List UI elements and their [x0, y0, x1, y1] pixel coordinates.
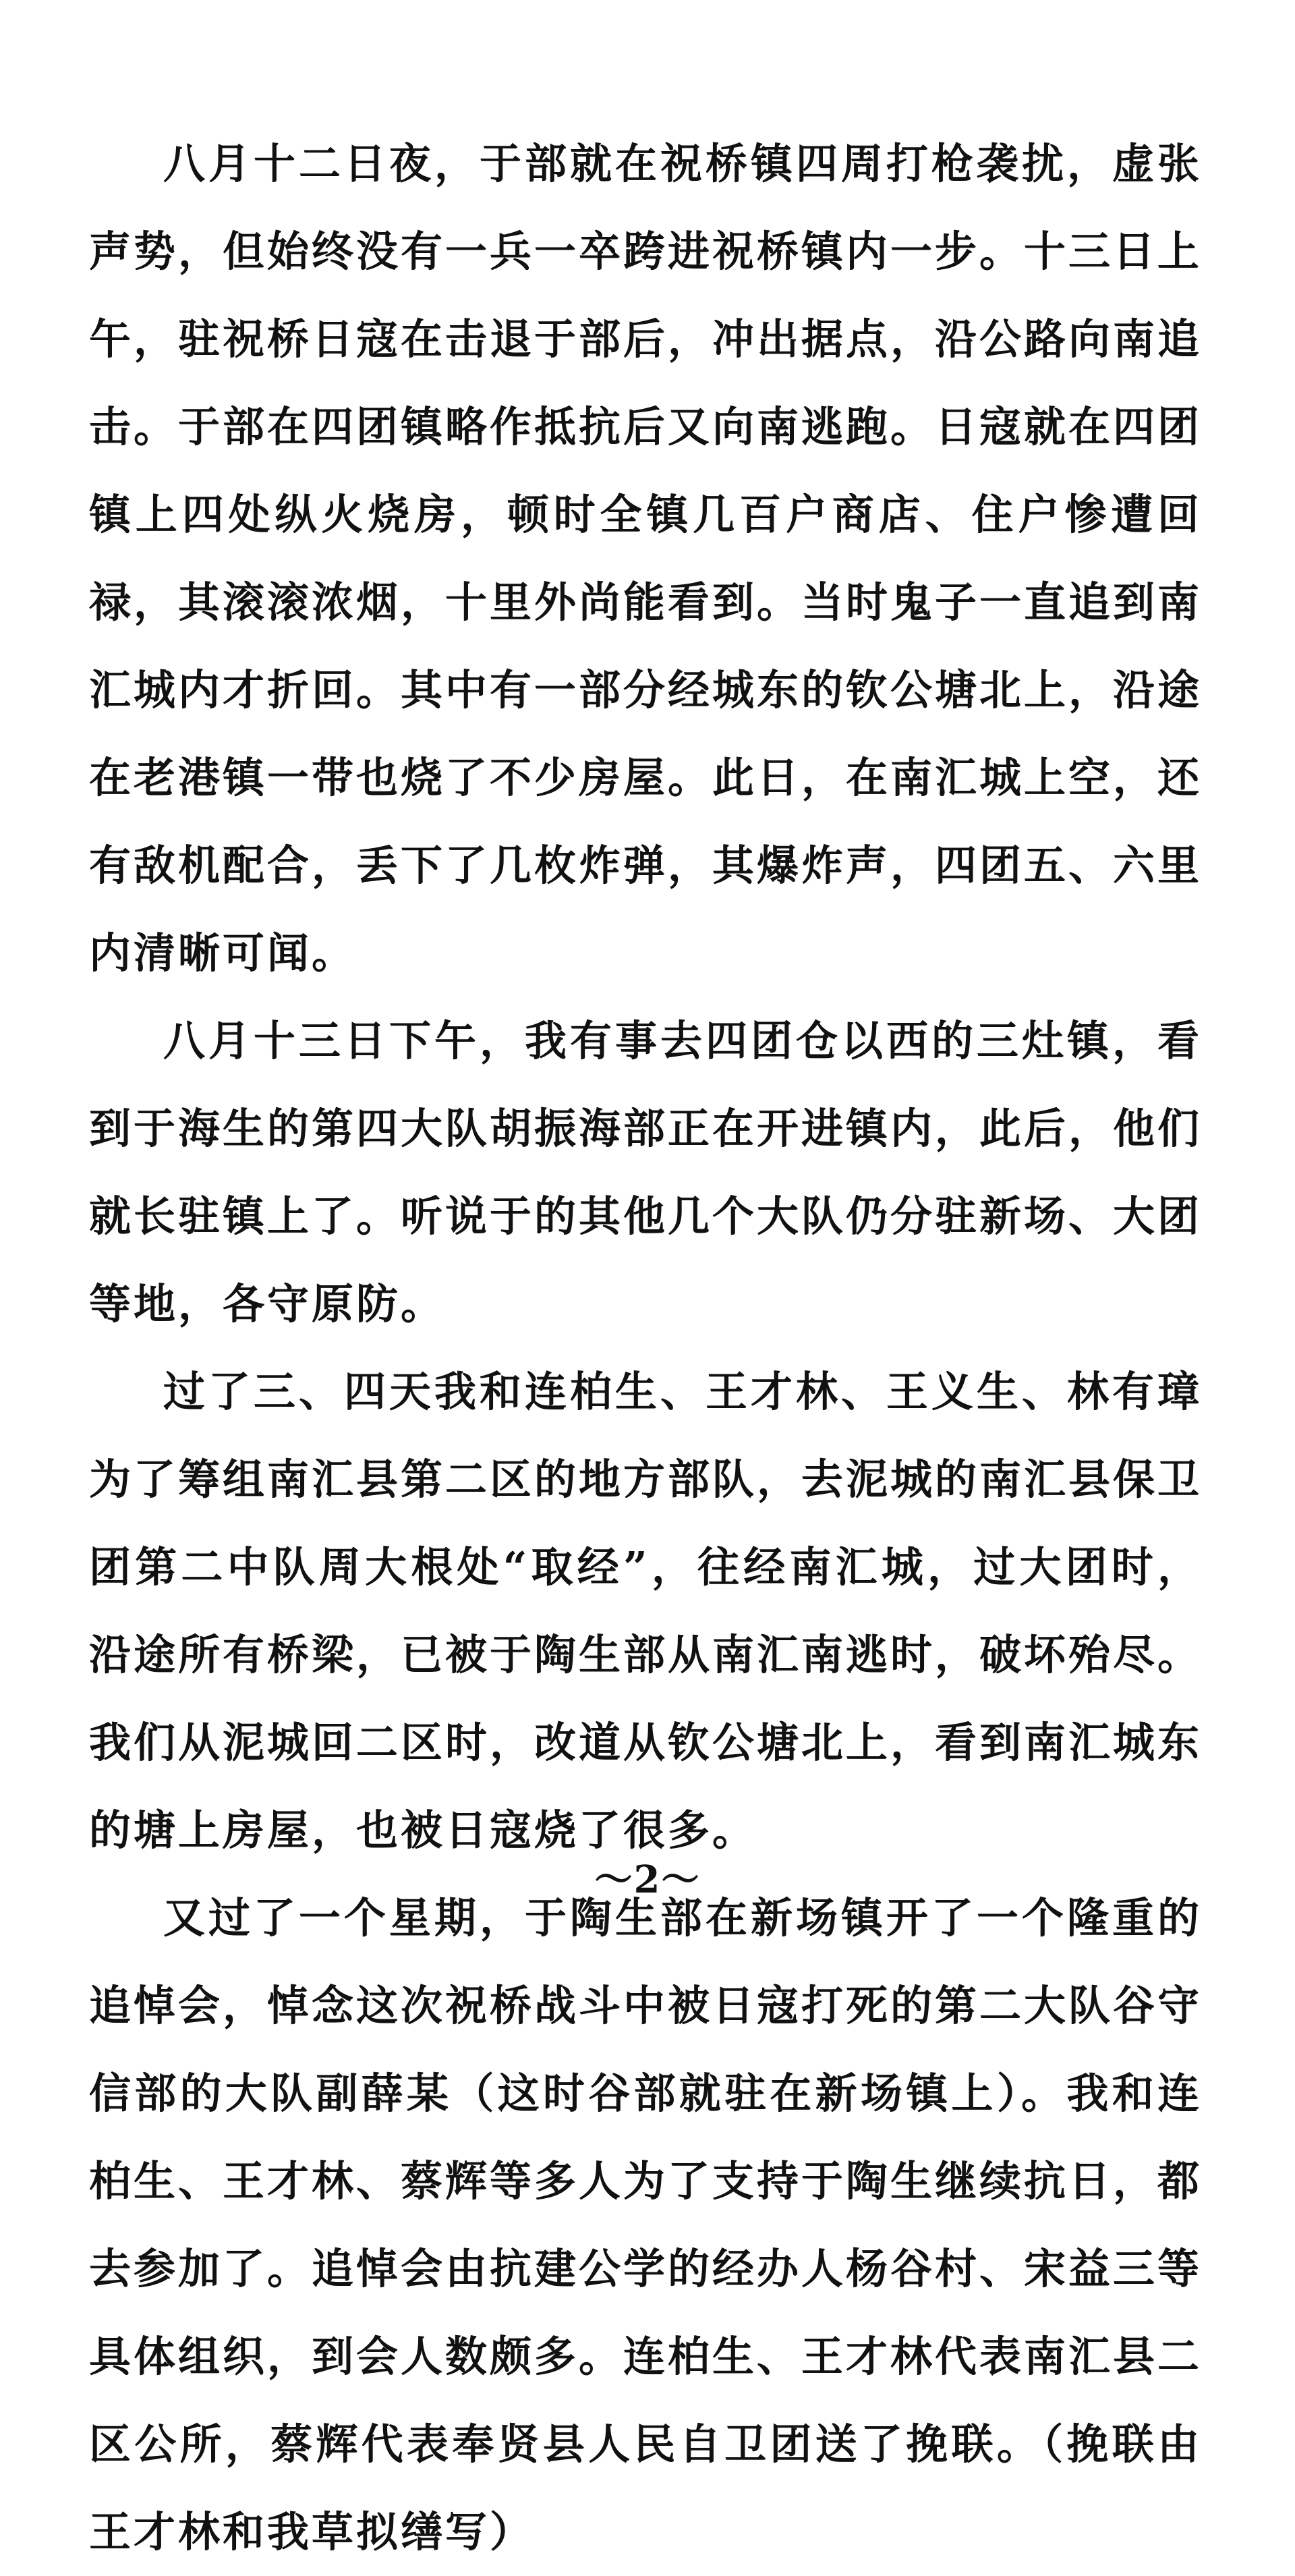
body-text [89, 120, 1202, 2576]
paragraph-2: 八月十三日下午，我有事去四团仓以西的三灶镇，看到于海生的第四大队胡振海部正在开进镇内，此后，他们就长驻镇上了。听说于的其他几个大队仍分驻新场、大团等地，各守原防。 [89, 1016, 1203, 1328]
page-number: ～2～ [594, 1857, 701, 1902]
paragraph-3: 过了三、四天我和连柏生、王才林、王义生、林有璋为了筹组南汇县第二区的地方部队，去泥城的南汇县保卫团第二中队周大根处“取经”，往经南汇城，过大团时，沿途所有桥梁，已被于陶生部从南汇南逃时，破坏殆尽。我们从泥城回二区时，改道从钦公塘北上，看到南汇城东的塘上房屋，也被日寇烧了很多。 [89, 1367, 1203, 1855]
paragraph-1: 八月十二日夜，于部就在祝桥镇四周打枪袭扰，虚张声势，但始终没有一兵一卒跨进祝桥镇内一步。十三日上午，驻祝桥日寇在击退于部后，冲出据点，沿公路向南追击。于部在四团镇略作抵抗后又向南逃跑。日寇就在四团镇上四处纵火烧房，顿时全镇几百户商店、住户惨遭回禄，其滚滚浓烟，十里外尚能看到。当时鬼子一直追到南汇城内才折回。其中有一部分经城东的钦公塘北上，沿途在老港镇一带也烧了不少房屋。此日，在南汇城上空，还有敌机配合，丢下了几枚炸弹，其爆炸声，四团五、六里内清晰可闻。 [89, 139, 1203, 978]
paragraph-4: 又过了一个星期，于陶生部在新场镇开了一个隆重的追悼会，悼念这次祝桥战斗中被日寇打死的第二大队谷守信部的大队副薛某（这时谷部就驻在新场镇上）。我和连柏生、王才林、蔡辉等多人为了支持于陶生继续抗日，都去参加了。追悼会由抗建公学的经办人杨谷村、宋益三等具体组织，到会人数颇多。连柏生、王才林代表南汇县二区公所，蔡辉代表奉贤县人民自卫团送了挽联。（挽联由王才林和我草拟缮写） [89, 1893, 1203, 2556]
